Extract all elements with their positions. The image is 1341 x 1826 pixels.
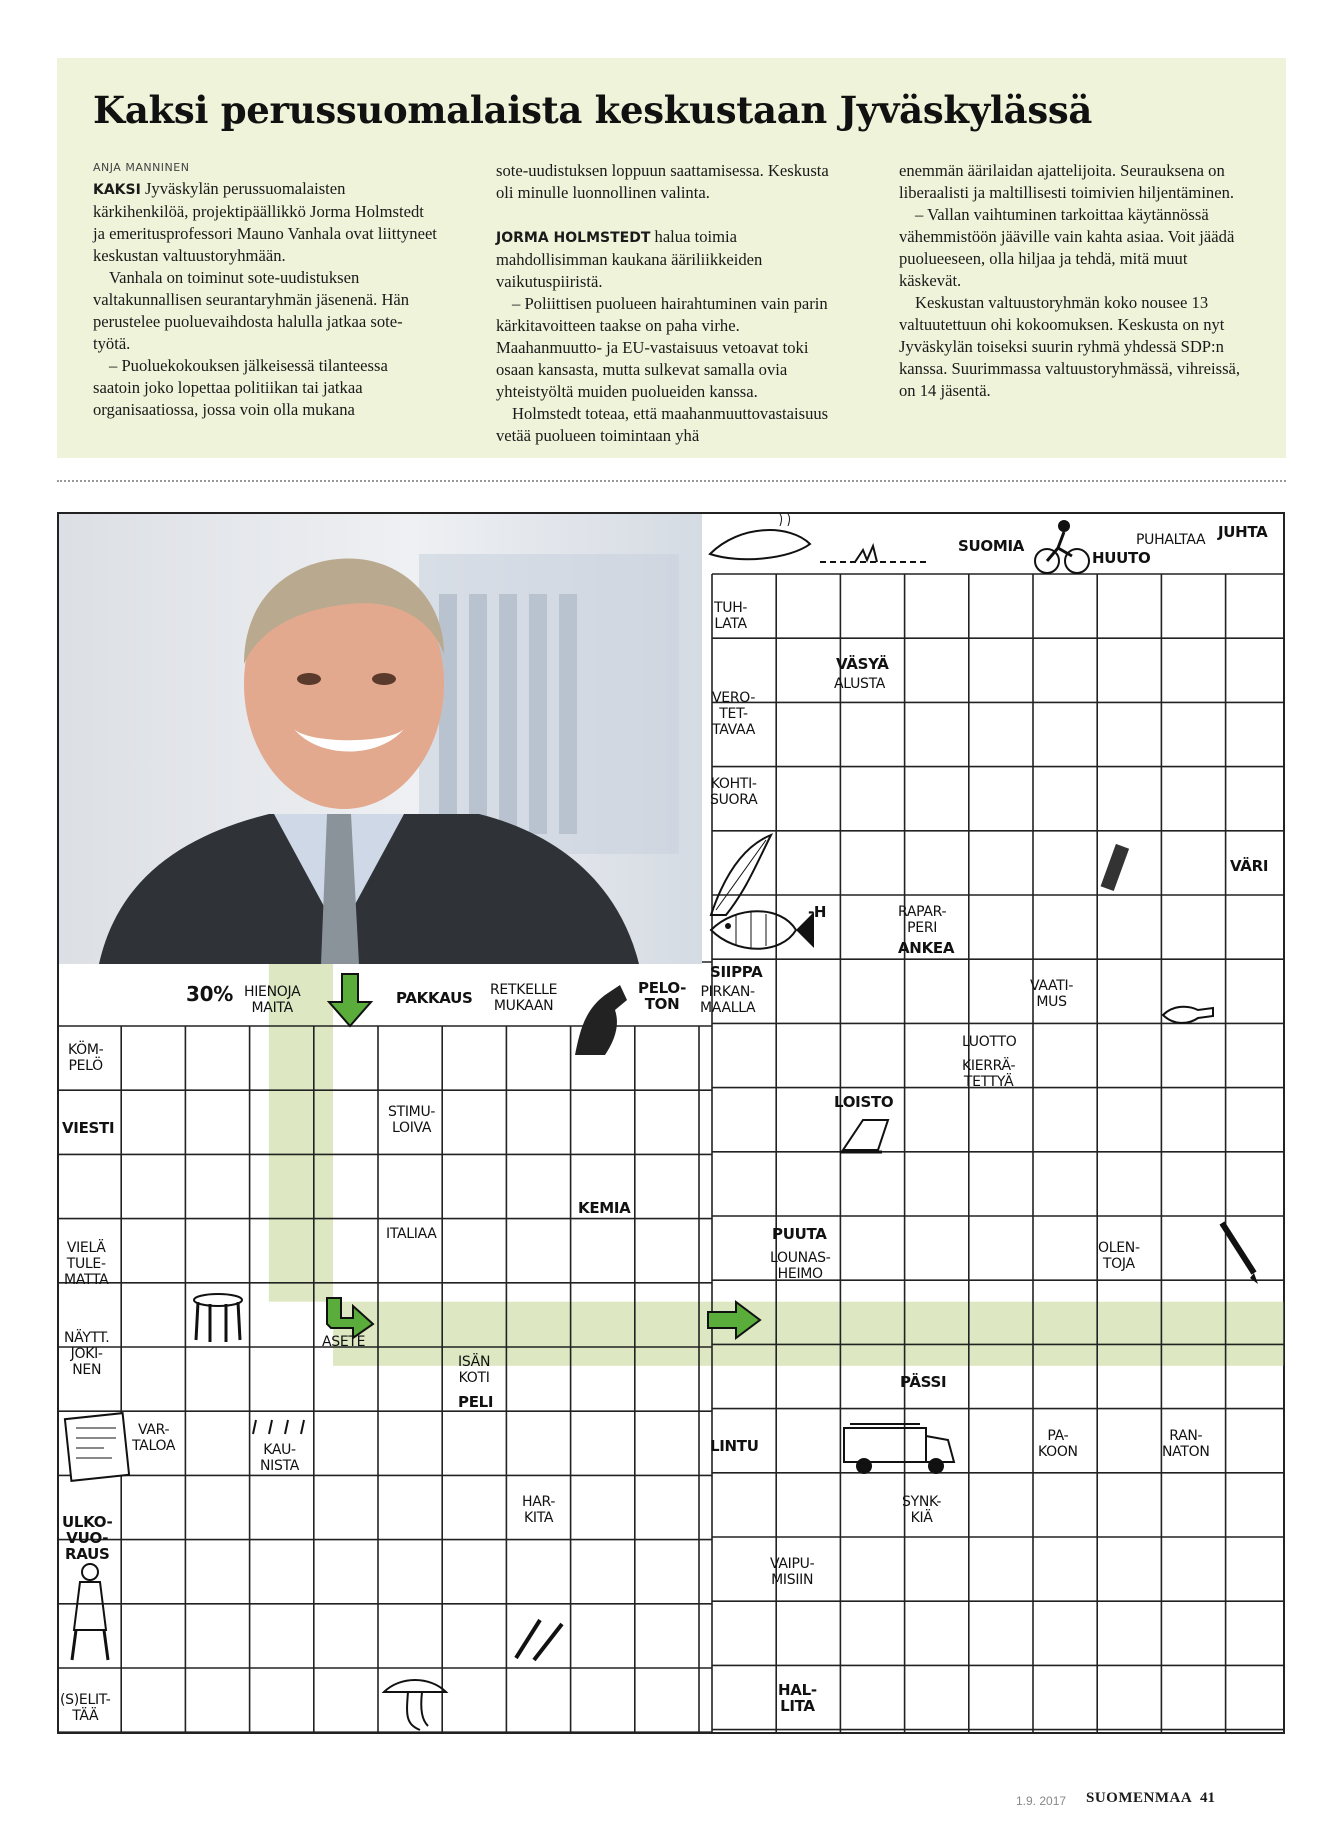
clue-ankea: ANKEA	[898, 939, 955, 957]
clue-kompelo: KÖM- PELÖ	[68, 1042, 104, 1074]
clue-verotettavaa: VERO- TET- TAVAA	[712, 690, 756, 738]
clue-peli: PELI	[458, 1393, 494, 1411]
clue-puhaltaa: PUHALTAA	[1136, 532, 1206, 548]
clue-alusta: ALUSTA	[834, 676, 886, 692]
clue-loisto: LOISTO	[834, 1093, 894, 1111]
mushroom-icon	[380, 1676, 450, 1732]
footer-publication: SUOMENMAA	[1086, 1790, 1193, 1806]
clue-kemia: KEMIA	[578, 1199, 631, 1217]
clue-retkelle-mukaan: RETKELLE MUKAAN	[490, 982, 558, 1014]
candles-icon	[510, 1614, 570, 1664]
clue-synkkia: SYNK- KIÄ	[902, 1494, 942, 1526]
paragraph	[496, 226, 841, 293]
clue-isan-koti: ISÄN KOTI	[458, 1354, 491, 1386]
clue-peloton: PELO- TON	[638, 979, 687, 1013]
marker-icon	[1096, 840, 1146, 900]
clue-vaipumisiin: VAIPU- MISIIN	[770, 1556, 815, 1588]
clue-rannaton: RAN- NATON	[1162, 1428, 1210, 1460]
clue-asete: ASETE	[322, 1334, 366, 1350]
clue-passi: PÄSSI	[900, 1373, 947, 1391]
stool-icon	[190, 1292, 246, 1344]
article-column-3	[899, 160, 1244, 402]
clue-h: -H	[808, 903, 827, 921]
paragraph: Keskustan valtuustoryhmän koko nousee 13 valtuutettuun ohi kokoomuksen. Keskusta on nyt Jyväskylän toiseksi suurin ryhmä yhdessä SDP:n kanssa. Suurimmassa valtuustoryhmässä, vihreissä, on 14 jäsentä.	[899, 293, 1241, 400]
headline: Kaksi perussuomalaista keskustaan Jyväskylässä	[93, 88, 1093, 132]
lead-word: KAKSI	[93, 182, 141, 198]
bagpiper-icon	[62, 1560, 122, 1670]
clue-harkita: HAR- KITA	[522, 1494, 556, 1526]
clue-kaunista: KAU- NISTA	[260, 1442, 300, 1474]
clue-huuto: HUUTO	[1092, 549, 1151, 567]
clue-raparperi: RAPAR- PERI	[898, 904, 947, 936]
clue-vasya: VÄSYÄ	[836, 655, 889, 673]
clue-ulkovuoraus: ULKO- VUO- RAUS	[62, 1513, 113, 1563]
clue-vari: VÄRI	[1230, 857, 1269, 875]
paragraph-text: Jyväskylän perussuomalaisten kärkihenkilöä, projektipäällikkö Jorma Holmstedt ja emeritusprofessori Mauno Vanhala ovat liittyneet keskustan valtuustoryhmään.	[93, 179, 437, 265]
paragraph	[93, 178, 438, 267]
paragraph: – Puoluekokouksen jälkeisessä tilanteessa saatoin joko lopettaa politiikan tai jatkaa organisaatiossa, jossa voin olla mukana	[93, 356, 388, 419]
paragraph: – Poliittisen puolueen hairahtuminen vain parin kärkitavoitteen taakse on paha virhe. Maahanmuutto- ja EU-vastaisuus vetoavat toki osaan kansasta, mutta sulkevat samalla ovia yhteistyöltä muiden puolueiden kanssa.	[496, 294, 828, 401]
clue-viela-tulematta: VIELÄ TULE- MATTA	[64, 1240, 109, 1288]
paragraph: enemmän äärilaidan ajattelijoita. Seurauksena on liberaalisti ja maltillisesti toimivien hiljentäminen.	[899, 161, 1235, 202]
cyclist-icon	[1032, 516, 1092, 576]
clue-kierratetty: KIERRÄ- TETTYÄ	[962, 1058, 1016, 1090]
clue-olentoja: OLEN- TOJA	[1098, 1240, 1140, 1272]
clue-italiaa: ITALIAA	[386, 1226, 437, 1242]
clue-vartaloa: VAR- TALOA	[132, 1422, 176, 1454]
clue-stimuloiva: STIMU- LOIVA	[388, 1104, 436, 1136]
horse-icon	[565, 980, 635, 1060]
article-column-1	[93, 160, 438, 421]
paragraph: Holmstedt toteaa, että maahanmuuttovastaisuus vetää puolueen toimintaan yhä	[496, 404, 829, 445]
pencil-icon	[1214, 1218, 1264, 1288]
arrow-icon	[325, 972, 375, 1028]
rain-icon	[250, 1418, 310, 1440]
clue-selittaa: (S)ELIT- TÄÄ	[60, 1692, 111, 1724]
article-box	[57, 58, 1286, 458]
footer-date: 1.9. 2017	[1016, 1794, 1067, 1808]
clue-nayttjokinen: NÄYTT. JOKI- NEN	[64, 1330, 110, 1378]
clue-lounasheimo: LOUNAS- HEIMO	[770, 1250, 831, 1282]
newspaper-icon	[62, 1412, 132, 1482]
clue-siippa: SIIPPA	[710, 963, 763, 981]
clue-pirkanmaalla: PIRKAN- MAALLA	[700, 984, 756, 1016]
clue-luotto: LUOTTO	[962, 1034, 1017, 1050]
lead-word: JORMA HOLMSTEDT	[496, 230, 651, 246]
portrait-illustration	[59, 514, 702, 964]
clue-puuta: PUUTA	[772, 1225, 827, 1243]
banana-icon	[700, 514, 820, 574]
portrait-photo	[59, 514, 702, 964]
fire-truck-icon	[840, 1418, 960, 1478]
clue-tuhlata: TUH- LATA	[714, 600, 748, 632]
byline: ANJA MANNINEN	[93, 161, 190, 174]
paragraph: Vanhala on toiminut sote-uudistuksen valtakunnallisen seurantaryhmän jäsenenä. Hän perustelee puoluevaihdosta halulla jatkaa sote-työtä.	[93, 268, 410, 353]
paragraph: sote-uudistuksen loppuun saattamisessa. Keskusta oli minulle luonnollinen valinta.	[496, 161, 829, 202]
clue-pakkaus: PAKKAUS	[396, 989, 473, 1007]
pointing-hand-icon	[1158, 990, 1218, 1030]
dotted-divider	[57, 480, 1286, 482]
paragraph-text: halua toimia mahdollisimman kaukana ääriliikkeiden vaikutuspiiristä.	[496, 227, 763, 291]
clue-suomia: SUOMIA	[958, 537, 1025, 555]
footer-page-number: 41	[1200, 1790, 1215, 1806]
fish-icon	[706, 900, 816, 960]
arrow-icon	[706, 1300, 762, 1340]
clue-viesti: VIESTI	[62, 1119, 115, 1137]
clue-juhta: JUHTA	[1218, 523, 1268, 541]
laptop-icon	[838, 1110, 894, 1156]
clue-30-percent: 30%	[186, 982, 233, 1006]
article-column-2	[496, 160, 841, 447]
clue-kohtisuora: KOHTI- SUORA	[710, 776, 758, 808]
clue-lintu: LINTU	[710, 1437, 759, 1455]
hedgehog-icon	[820, 540, 930, 570]
clue-pakoon: PA- KOON	[1038, 1428, 1078, 1460]
clue-vaatimus: VAATI- MUS	[1030, 978, 1074, 1010]
clue-hallita: HAL- LITA	[778, 1681, 817, 1715]
paragraph: – Vallan vaihtuminen tarkoittaa käytännössä vähemmistöön jääville vain kahta asiaa. Voit jäädä puolueeseen, olla hiljaa ja tehdä, mitä muut käskevät.	[899, 205, 1235, 290]
clue-hienoja-maita: HIENOJA MAITA	[244, 984, 301, 1016]
